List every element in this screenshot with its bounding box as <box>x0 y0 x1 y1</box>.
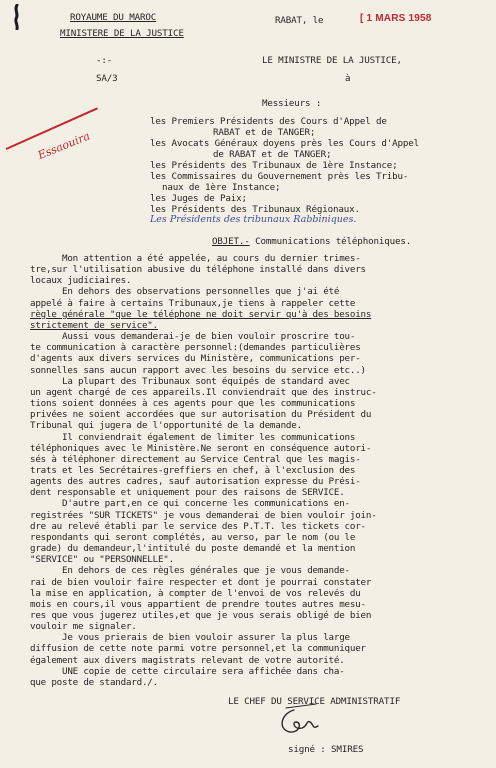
recipient-line: les Premiers Présidents des Cours d'Appel de <box>150 116 387 127</box>
body-line: te communication à caractère personnel:(demandes particulières <box>30 342 361 354</box>
body-line: sonnelles sans aucun rapport avec les besoins du service etc..) <box>30 364 366 376</box>
recipient-line: les Présidents des Tribunaux de 1ère Instance; <box>150 160 398 171</box>
body-line: tions soient données à ces agents pour que les communications <box>30 398 356 410</box>
body-line: mois en cours,il vous appartient de prendre toutes autres mesu- <box>30 598 366 610</box>
to-word: à <box>345 73 351 84</box>
body-line: téléphoniques avec le Ministère.Ne seront en conséquence autori- <box>30 442 372 454</box>
recipient-line: les Commissaires du Gouvernement près les Tribu- <box>150 171 409 182</box>
body-line: locaux judiciaires. <box>30 275 132 287</box>
body-line: tre,sur l'utilisation abusive du téléphone installé dans divers <box>30 264 366 276</box>
body-line: La plupart des Tribunaux sont équipés de standard avec <box>30 375 350 387</box>
body-line: Il conviendrait également de limiter les communications <box>30 431 356 443</box>
body-line: règle générale "que le téléphone ne doit servir qu'à des besoins <box>30 308 372 320</box>
body-line: que poste de standard./. <box>30 676 158 688</box>
body-line: En dehors de ces règles générales que je vous demande- <box>30 565 350 577</box>
body-line: diffusion de cette note parmi votre personnel,et la communiquer <box>30 643 366 655</box>
signature-icon <box>272 700 332 740</box>
body-line: registrées "SUR TICKETS" je vous demanderai de bien vouloir join- <box>30 509 377 521</box>
body-line: appelé à faire à certains Tribunaux,je tiens à rappeler cette <box>30 297 356 309</box>
body-line: D'autre part,en ce qui concerne les communications en- <box>30 498 350 510</box>
body-line: privées ne soient accordées que sur autorisation du Président du <box>30 409 372 421</box>
body-line: UNE copie de cette circulaire sera affichée dans cha- <box>30 665 345 677</box>
subject-text: Communications téléphoniques. <box>255 236 412 247</box>
recipient-line: les Juges de Paix; <box>150 193 247 204</box>
body-line: la mise en application, à compter de l'envoi de vos relevés du <box>30 587 361 599</box>
body-line: sés à téléphoner directement au Service Central que les magis- <box>30 453 361 465</box>
body-line: Tribunal qui jugera de l'opportunité de la demande. <box>30 420 302 432</box>
reference-code: SA/3 <box>96 73 118 84</box>
body-line: Je vous prierais de bien vouloir assurer la plus large <box>30 632 350 644</box>
body-line: un agent chargé de ces appareils.Il conviendrait que des instruc- <box>30 386 377 398</box>
body-line: agents des autres cadres, sauf autorisation expresse du Prési- <box>30 476 361 488</box>
recipient-line: de RABAT et de TANGER; <box>213 149 332 160</box>
body-line: strictement de service". <box>30 319 158 331</box>
body-line: "SERVICE" ou "PERSONNELLE". <box>30 554 174 566</box>
header-separator: -:- <box>96 55 113 66</box>
closing-service: LE CHEF DU SERVICE ADMINISTRATIF <box>228 696 401 707</box>
recipient-line: les Avocats Généraux doyens près les Cours d'Appel <box>150 138 420 149</box>
body-line: respondants qui seront complétés, au verso, par le nom (ou le <box>30 531 356 543</box>
body-line: Mon attention a été appelée, au cours du dernier trimes- <box>30 253 361 264</box>
body-line: également aux divers magistrats relevant de votre autorité. <box>30 654 345 666</box>
ink-mark-icon <box>12 4 22 30</box>
body-line: trats et les Secrétaires-greffiers en chef, à l'exclusion des <box>30 464 356 476</box>
header-ministry: MINISTERE DE LA JUSTICE <box>60 28 184 39</box>
recipient-line: naux de 1ère Instance; <box>162 182 281 193</box>
body-line: dent responsable et uniquement pour des raisons de SERVICE. <box>30 487 345 499</box>
body-line: grade) du demandeur,l'intitulé du poste demandé et la mention <box>30 543 356 555</box>
subject-label: OBJET.- <box>212 236 250 247</box>
body-line: Aussi vous demanderai-je de bien vouloir proscrire tou- <box>30 331 356 343</box>
margin-note: Essaouira <box>36 129 92 163</box>
body-line: dre au relevé établi par le service des P.T.T. les tickets cor- <box>30 520 366 532</box>
header-kingdom: ROYAUME DU MAROC <box>70 12 157 23</box>
body-line: vouloir me signaler. <box>30 621 137 633</box>
letter-body <box>30 253 480 688</box>
date-stamp: [ 1 MARS 1958 <box>360 13 432 24</box>
recipient-line: les Présidents des Tribunaux Régionaux. <box>150 204 360 215</box>
handwritten-recipient: Les Présidents des tribunaux Rabbiniques. <box>150 214 357 225</box>
recipient-line: RABAT et de TANGER; <box>213 127 316 138</box>
body-line: res que vous jugerez utiles,et que je vous serais obligé de bien <box>30 610 372 621</box>
sender: LE MINISTRE DE LA JUSTICE, <box>262 55 402 66</box>
body-line: rai de bien vouloir faire respecter et dont je pourrai constater <box>30 576 372 588</box>
subject-line <box>212 236 411 247</box>
place-date: RABAT, le <box>275 15 324 26</box>
salutation: Messieurs : <box>262 98 322 109</box>
body-line: d'agents aux divers services du Ministère, communications per- <box>30 353 361 365</box>
body-line: En dehors des observations personnelles que j'ai été <box>30 286 340 298</box>
closing-signed: signé : SMIRES <box>288 744 364 755</box>
